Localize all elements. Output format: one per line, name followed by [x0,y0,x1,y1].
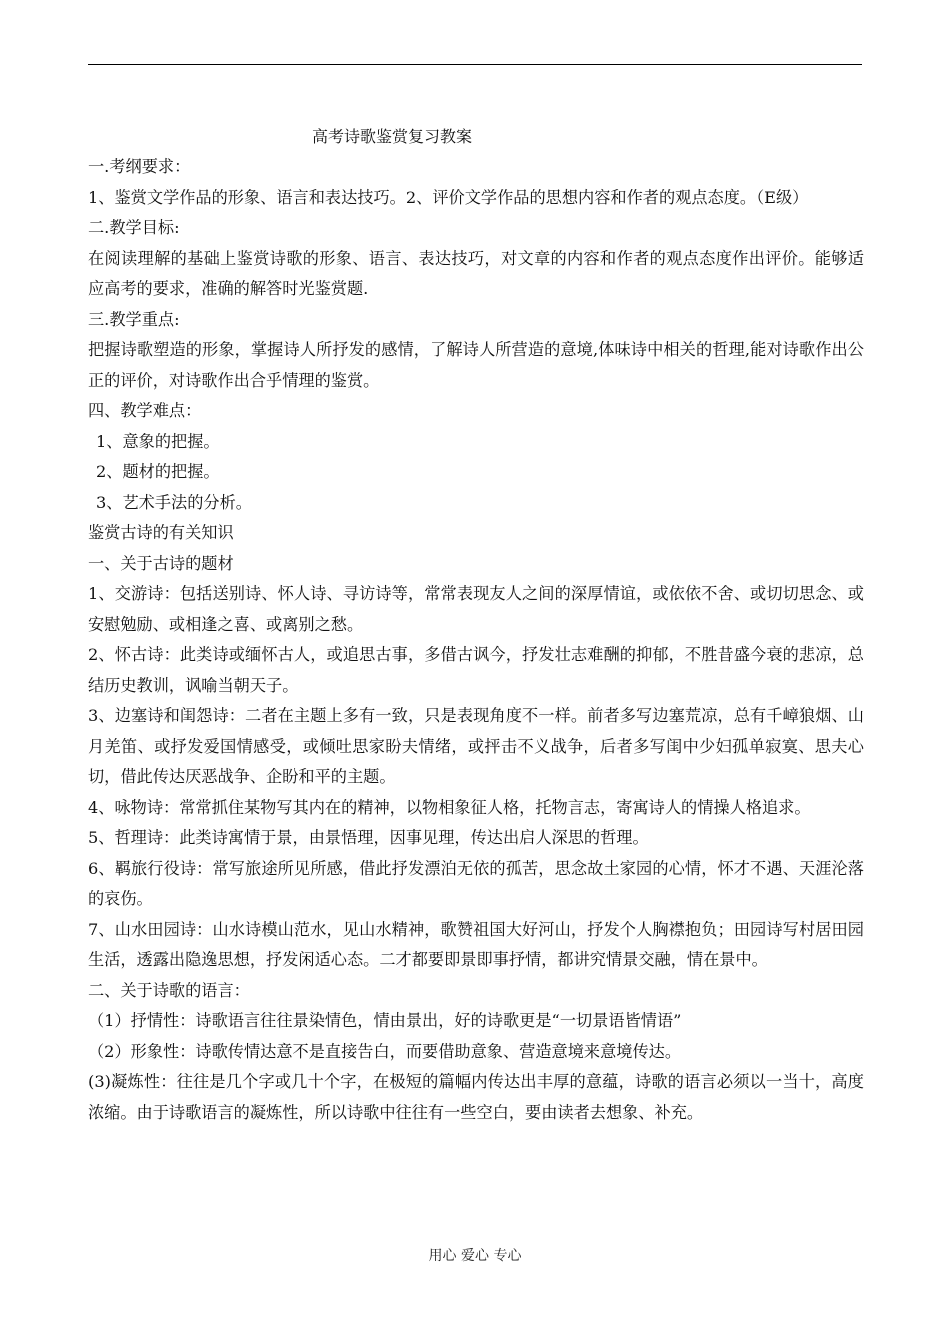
document-body [88,152,864,1128]
section-heading-teaching-goals: 二.教学目标: [88,218,180,237]
paragraph-theme-objects: 4、咏物诗：常常抓住某物写其内在的精神，以物相象征人格，托物言志，寄寓诗人的情操人格追求。 [88,797,811,817]
page-footer: 用心 爱心 专心 [428,1248,522,1264]
paragraph-teaching-focus: 把握诗歌塑造的形象，掌握诗人所抒发的感情，了解诗人所营造的意境,体味诗中相关的哲理,能对诗歌作出公正的评价，对诗歌作出合乎情理的鉴赏。 [88,340,864,390]
list-item: 1、意象的把握。 [96,431,220,451]
list-item: 2、题材的把握。 [96,462,220,481]
section-heading-exam-requirements: 一.考纲要求： [88,157,191,176]
document-title: 高考诗歌鉴赏复习教案 [311,127,472,146]
paragraph-language-concise: (3)凝炼性：往往是几个字或几十个字，在极短的篇幅内传达出丰厚的意蕴，诗歌的语言必须以一当十，高度浓缩。由于诗歌语言的凝炼性，所以诗歌中往往有一些空白，要由读者去想象、补充。 [88,1072,864,1122]
section-heading-teaching-focus: 三.教学重点: [88,309,180,329]
paragraph-language-imagery: （2）形象性：诗歌传情达意不是直接告白，而要借助意象、营造意境来意境传达。 [88,1041,682,1061]
paragraph-theme-landscape: 7、山水田园诗：山水诗模山范水，见山水精神，歌赞祖国大好河山，抒发个人胸襟抱负；田园诗写村居田园生活，透露出隐逸思想，抒发闲适心态。二才都要即景即事抒情，都讲究情景交融，情在景中。 [88,919,864,969]
paragraph-exam-requirements: 1、鉴赏文学作品的形象、语言和表达技巧。2、评价文学作品的思想内容和作者的观点态度。（E级） [88,187,809,207]
header-rule [88,64,862,65]
section-heading-poetry-knowledge: 鉴赏古诗的有关知识 [88,523,234,542]
section-heading-poetry-language: 二、关于诗歌的语言： [88,980,250,1000]
paragraph-language-lyrical: （1）抒情性：诗歌语言往往景染情色，情由景出，好的诗歌更是“一切景语皆情语” [88,1011,682,1030]
paragraph-theme-friendship: 1、交游诗：包括送别诗、怀人诗、寻访诗等，常常表现友人之间的深厚情谊，或依依不舍、或切切思念、或安慰勉励、或相逢之喜、或离别之愁。 [88,584,864,634]
paragraph-theme-frontier: 3、边塞诗和闺怨诗：二者在主题上多有一致，只是表现角度不一样。前者多写边塞荒凉，总有千嶂狼烟、山月羌笛、或抒发爱国情感受，或倾吐思家盼夫情绪，或抨击不义战争，后者多写闺中少妇孤单寂寞、思夫心切，借此传达厌恶战争、企盼和平的主题。 [88,706,864,786]
paragraph-theme-nostalgia: 2、怀古诗：此类诗或缅怀古人，或追思古事，多借古讽今，抒发壮志难酬的抑郁，不胜昔盛今衰的悲凉，总结历史教训，讽喻当朝天子。 [88,645,864,695]
section-heading-teaching-difficulties: 四、教学难点： [88,401,202,420]
paragraph-teaching-goals: 在阅读理解的基础上鉴赏诗歌的形象、语言、表达技巧，对文章的内容和作者的观点态度作出评价。能够适应高考的要求，准确的解答时光鉴赏题. [88,248,864,298]
paragraph-theme-philosophy: 5、哲理诗：此类诗寓情于景，由景悟理，因事见理，传达出启人深思的哲理。 [88,828,649,847]
paragraph-theme-travel: 6、羁旅行役诗：常写旅途所见所感，借此抒发漂泊无依的孤苦，思念故土家园的心情，怀才不遇、天涯沦落的哀伤。 [88,858,864,908]
section-heading-poetry-themes: 一、关于古诗的题材 [88,553,234,573]
list-item: 3、艺术手法的分析。 [96,492,252,512]
